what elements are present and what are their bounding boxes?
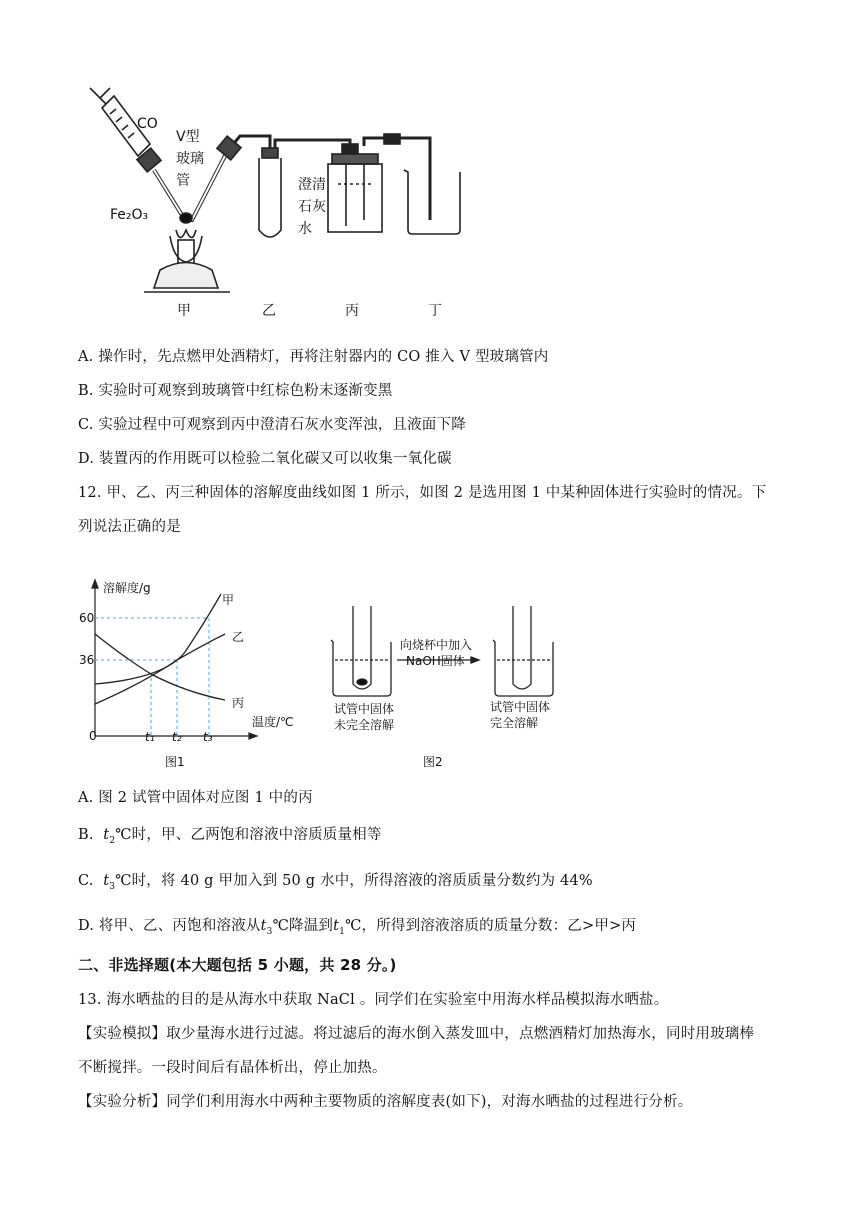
q13-simulation-line2: 不断搅拌。一段时间后有晶体析出，停止加热。 [78,1060,387,1076]
limewater-label-2: 石灰 [298,199,326,215]
right-beaker [493,640,553,696]
fig2-caption: 图2 [423,755,443,769]
series-yi-curve [95,634,225,704]
y-axis-label: 溶解度/g [103,581,151,595]
apparatus-label-ding: 丁 [428,303,442,319]
apparatus-figure [80,80,500,300]
x-axis-label: 温度/℃ [252,715,294,729]
series-label-yi: 乙 [232,630,245,644]
arrow-text-2: NaOH固体 [406,654,465,668]
left-caption-1: 试管中固体 [334,702,395,716]
q11-option-a: A. 操作时，先点燃甲处酒精灯，再将注射器内的 CO 推入 V 型玻璃管内 [78,349,549,365]
xtick-t2: t₂ [172,730,182,744]
q12-option-d: D. 将甲、乙、丙饱和溶液从$t_3℃$降温到$t_1℃$，所得到溶液溶质的质量分数：乙>甲>丙 [78,918,637,937]
right-caption-2: 完全溶解 [490,716,539,730]
ytick-36: 36 [79,653,95,667]
limewater-label-1: 澄清 [298,177,326,193]
solubility-chart [75,578,265,778]
q13-simulation-line1: 【实验模拟】取少量海水进行过滤。将过滤后的海水倒入蒸发皿中，点燃酒精灯加热海水，同时用玻璃棒 [78,1026,755,1042]
series-label-bing: 丙 [232,696,245,710]
v-tube-label-3: 管 [176,173,190,189]
apparatus-label-yi: 乙 [262,303,276,319]
q11-option-c: C. 实验过程中可观察到丙中澄清石灰水变浑浊，且液面下降 [78,417,466,433]
right-test-tube [513,606,531,689]
q11-option-d: D. 装置丙的作用既可以检验二氧化碳又可以收集一氧化碳 [78,451,452,467]
section-2-title: 二、非选择题(本大题包括 5 小题，共 28 分。) [78,956,397,974]
q12-option-b: B. $t_2℃$时，甲、乙两饱和溶液中溶质质量相等 [78,827,382,846]
q13-stem: 13. 海水晒盐的目的是从海水中获取 NaCl 。同学们在实验室中用海水样品模拟海水晒盐。 [78,992,669,1008]
v-tube-label-1: V型 [176,129,200,145]
series-label-jia: 甲 [222,593,235,607]
xtick-t3: t₃ [203,730,213,744]
ytick-60: 60 [79,611,95,625]
q12-option-c: C. $t_3℃$时，将 40 g 甲加入到 50 g 水中，所得溶液的溶质质量分数约为 44% [78,873,593,892]
arrow-text-1: 向烧杯中加入 [400,638,473,652]
apparatus-label-jia: 甲 [177,303,191,319]
q12-stem-line2: 列说法正确的是 [78,519,181,535]
right-caption-1: 试管中固体 [490,700,551,714]
fig1-caption: 图1 [165,755,185,769]
left-test-tube [353,606,371,689]
xtick-t1: t₁ [145,730,155,744]
v-tube-label-2: 玻璃 [176,151,204,167]
apparatus-label-bing: 丙 [345,303,359,319]
q13-analysis: 【实验分析】同学们利用海水中两种主要物质的溶解度表(如下)，对海水晒盐的过程进行分析。 [78,1094,693,1110]
left-caption-2: 未完全溶解 [334,718,395,732]
q12-option-a: A. 图 2 试管中固体对应图 1 中的丙 [78,790,313,806]
series-jia-curve [95,594,221,684]
co-label: CO [137,116,158,132]
q11-option-b: B. 实验时可观察到玻璃管中红棕色粉末逐渐变黑 [78,383,393,399]
left-beaker [331,640,391,696]
origin-label: 0 [89,729,97,743]
fe2o3-label: Fe₂O₃ [110,207,149,223]
limewater-label-3: 水 [298,221,312,237]
q12-stem-line1: 12. 甲、乙、丙三种固体的溶解度曲线如图 1 所示，如图 2 是选用图 1 中某种固体进行实验时的情况。下 [78,485,767,501]
